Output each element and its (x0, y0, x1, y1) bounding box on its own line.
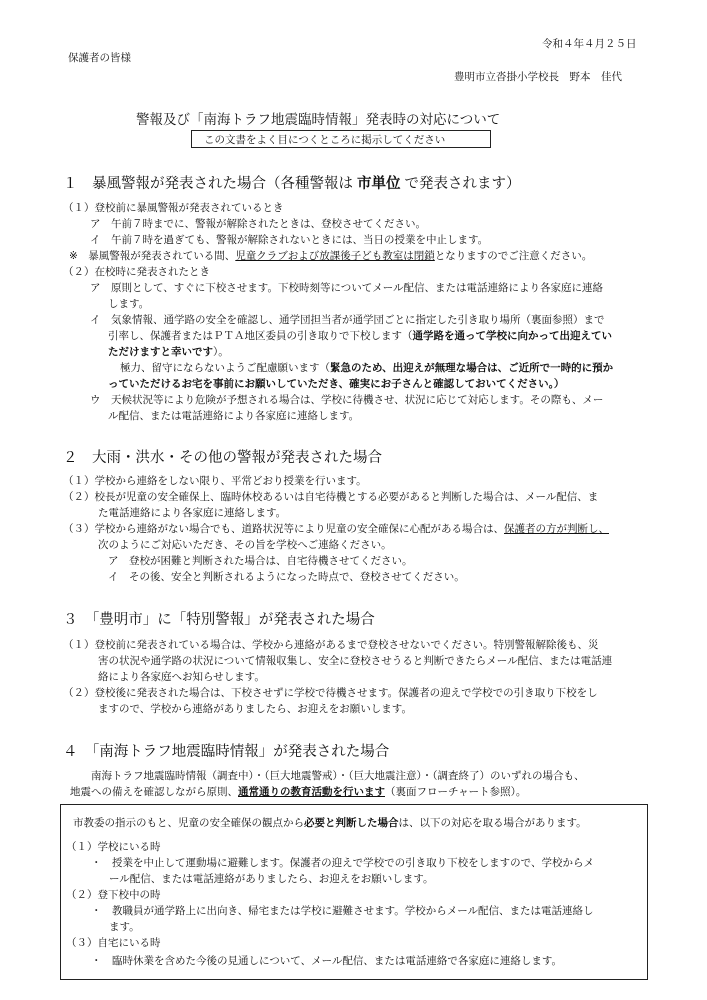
notice-text: この文書をよく目につくところに掲示してください (204, 134, 446, 146)
notice-box (191, 130, 491, 148)
s1-note-underlined: 児童クラブおよび放課後子ども教室は閉鎖 (235, 250, 435, 262)
recipient: 保護者の皆様 (68, 52, 131, 64)
document-title: 警報及び「南海トラフ地震臨時情報」発表時の対応について (136, 112, 501, 128)
s1-pickup-a: 引率し、保護者またはＰＴＡ地区委員の引き取りで下校します（ (108, 330, 413, 342)
box-case-1-text: ール配信、または電話連絡がありましたら、お迎えをお願いします。 (109, 873, 434, 885)
earthquake-response-box (60, 804, 648, 980)
box-case-2-text: ます。 (109, 921, 140, 933)
s2-line: イ その後、安全と判断されるようになった時点で、登校させてください。 (108, 571, 465, 583)
s1-line (108, 344, 229, 359)
s1-line: ア 午前７時までに、警報が解除されたときは、登校させてください。 (90, 218, 426, 230)
s2-line: ア 登校が困難と判断された場合は、自宅待機させてください。 (108, 555, 413, 567)
section-3-heading: ３ 「豊明市」に「特別警報」が発表された場合 (63, 612, 375, 628)
section-2-heading: ２ 大雨・洪水・その他の警報が発表された場合 (63, 450, 382, 466)
s4-l2-bold: 通常通りの教育活動を行います (238, 786, 385, 798)
s1-line: ア 原則として、すぐに下校させます。下校時刻等についてメール配信、または電話連絡により各家庭に連絡 (90, 282, 604, 294)
box-intro-a: 市教委の指示のもと、児童の安全確保の観点から (73, 817, 304, 829)
s1-pickup-bold-2: ただけますと幸いです (108, 346, 213, 358)
s1-pickup-end: ）。 (213, 346, 229, 358)
s2-line: （２）校長が児童の安全確保上、臨時休校あるいは自宅待機とする必要があると判断した場合は、メール配信、ま (63, 491, 599, 503)
s3-line: （２）登校後に発表された場合は、下校させずに学校で待機させます。保護者の迎えで学校での引き取り下校をし (63, 687, 598, 699)
s3-line: 絡により各家庭へお知らせします。 (98, 671, 265, 683)
s1-note-a: ※ 暴風警報が発表されている間、 (69, 250, 236, 262)
s3-line: （１）登校前に発表されている場合は、学校から連絡があるまで登校させないでください。特別警報解除後も、災 (63, 639, 599, 651)
s4-line (70, 784, 526, 799)
section-1-heading (63, 172, 521, 193)
s3-line: 害の状況や通学路の状況について情報収集し、安全に登校させうると判断できたらメール配信、または電話連 (98, 655, 613, 667)
s4-l2-a: 地震への備えを確認しながら原則、 (70, 786, 238, 798)
box-case-2: （２）登下校中の時 (66, 889, 161, 901)
section-4-heading: ４ 「南海トラフ地震臨時情報」が発表された場合 (63, 744, 390, 760)
s4-line: 南海トラフ地震臨時情報（調査中）・（巨大地震警戒）・（巨大地震注意）・（調査終了）のいずれの場合も、 (91, 770, 585, 782)
s3-line: ますので、学校から連絡がありましたら、お迎えをお願いします。 (98, 703, 412, 715)
s2-line: た電話連絡により各家庭に連絡します。 (98, 507, 287, 519)
s1-line: します。 (108, 298, 150, 310)
box-intro-bold: 必要と判断した場合 (304, 817, 399, 829)
section-1-heading-emphasis: 市単位 (357, 176, 401, 192)
s1-line (69, 248, 592, 263)
box-case-1: （１）学校にいる時 (66, 841, 161, 853)
s1-line (120, 360, 613, 375)
s1-line: （１）登校前に暴風警報が発表されているとき (63, 202, 284, 214)
box-case-2-text: ・ 教職員が通学路上に出向き、帰宅または学校に避難させます。学校からメール配信、または電話連絡し (91, 905, 594, 917)
date: 令和４年４月２５日 (542, 38, 637, 50)
s1-pickup-bold: 通学路を通って学校に向かって出迎えてい (412, 330, 612, 342)
box-intro (73, 815, 587, 830)
s1-absence-bold: 緊急のため、出迎えが無理な場合は、ご近所で一時的に預か (330, 362, 614, 374)
s1-note-c: となりますのでご注意ください。 (434, 250, 593, 262)
s1-line: ウ 天候状況等により危険が予想される場合は、学校に待機させ、状況に応じて対応します。その際も、メー (90, 394, 604, 406)
s2-l4-a: （３）学校から連絡がない場合でも、道路状況等により児童の安全確保に心配がある場合は、 (63, 523, 504, 535)
s1-line: ル配信、または電話連絡により各家庭に連絡します。 (108, 410, 360, 422)
s1-line: っていただけるお宅を事前にお願いしていただき、確実にお子さんと確認しておいてください。） (108, 378, 565, 390)
s4-l2-c: （裏面フローチャート参照）。 (385, 786, 527, 798)
s1-absence-a: 極力、留守にならないようご配慮願います（ (120, 362, 330, 374)
box-intro-c: は、以下の対応を取る場合があります。 (398, 817, 587, 829)
section-1-heading-c: で発表されます） (404, 176, 521, 192)
sender: 豊明市立沓掛小学校長 野本 佳代 (454, 71, 622, 83)
s2-l4-underlined: 保護者の方が判断し、 (504, 523, 609, 535)
s1-line: イ 午前７時を過ぎても、警報が解除されないときには、当日の授業を中止します。 (90, 234, 489, 246)
s1-line: イ 気象情報、通学路の安全を確認し、通学団担当者が通学団ごとに指定した引き取り場所（裏面参照）まで (90, 314, 605, 326)
s1-line: （２）在校時に発表されたとき (63, 266, 210, 278)
s2-line: 次のようにご対応いただき、その旨を学校へご連絡ください。 (98, 539, 392, 551)
s2-line: （１）学校から連絡をしない限り、平常どおり授業を行います。 (63, 475, 367, 487)
s2-line (63, 521, 609, 536)
box-case-3: （３）自宅にいる時 (66, 937, 161, 949)
s1-line (108, 328, 612, 343)
box-case-3-text: ・ 臨時休業を含めた今後の見通しについて、メール配信、または電話連絡で各家庭に連絡します。 (91, 955, 563, 967)
box-case-1-text: ・ 授業を中止して運動場に避難します。保護者の迎えで学校での引き取り下校をしますので、学校からメ (91, 857, 594, 869)
section-1-heading-a: １ 暴風警報が発表された場合（各種警報は (63, 176, 353, 192)
